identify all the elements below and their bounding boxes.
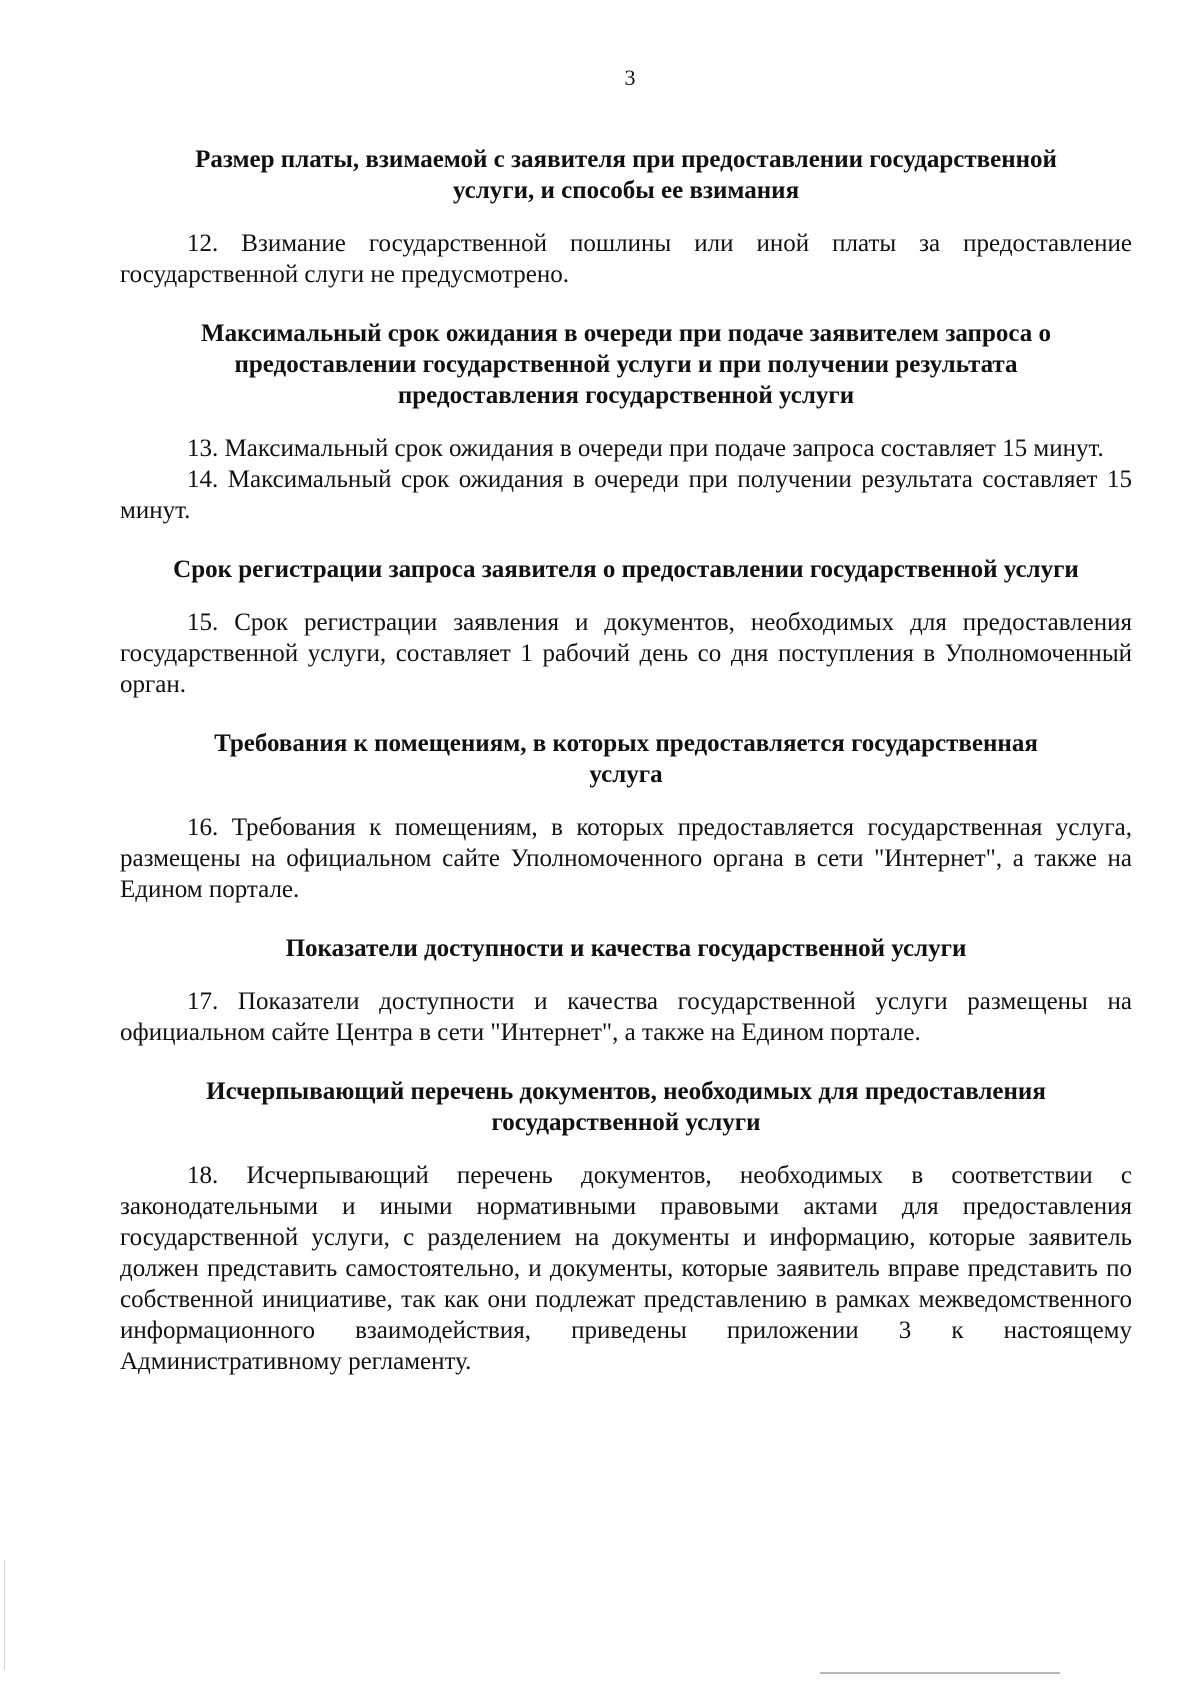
paragraph: 18. Исчерпывающий перечень документов, необходимых в соответствии с законодательными и иными нормативными правовыми актами для предоставления государственной услуги, с разделением на документы и информацию, которые заявитель должен представить самостоятельно, и документы, которые заявитель вправе представить по собственной инициативе, так как они подлежат представлению в рамках межведомственного информационного взаимодействия, приведены приложении 3 к настоящему Административному регламенту. <box>120 1162 1132 1375</box>
section-registration-time <box>120 554 1132 700</box>
section-heading: Размер платы, взимаемой с заявителя при предоставлении государственной услуги, и способы ее взимания <box>195 146 1057 204</box>
section-heading: Требования к помещениям, в которых предоставляется государственная услуга <box>214 730 1038 788</box>
paragraph: 14. Максимальный срок ожидания в очереди при получении результата составляет 15 минут. <box>120 466 1132 524</box>
paragraph: 13. Максимальный срок ожидания в очереди при подаче запроса составляет 15 минут. <box>187 435 1104 462</box>
scan-bottom-line <box>820 1672 1060 1674</box>
paragraph: 15. Срок регистрации заявления и документов, необходимых для предоставления государственной услуги, составляет 1 рабочий день со дня поступления в Уполномоченный орган. <box>120 609 1132 698</box>
page-number: 3 <box>624 65 636 90</box>
section-heading: Показатели доступности и качества государственной услуги <box>285 935 967 962</box>
section-documents-list <box>120 1076 1132 1377</box>
section-queue-time <box>120 318 1132 526</box>
scan-edge-mark <box>4 1560 5 1670</box>
paragraph: 16. Требования к помещениям, в которых предоставляется государственная услуга, размещены на официальном сайте Уполномоченного органа в сети "Интернет", а также на Едином портале. <box>120 814 1132 903</box>
section-heading: Срок регистрации запроса заявителя о предоставлении государственной услуги <box>173 556 1079 583</box>
document-body <box>120 144 1132 1377</box>
section-heading: Исчерпывающий перечень документов, необходимых для предоставления государственной услуги <box>206 1078 1046 1136</box>
paragraph: 17. Показатели доступности и качества государственной услуги размещены на официальном сайте Центра в сети "Интернет", а также на Едином портале. <box>120 988 1132 1046</box>
section-premises <box>120 728 1132 905</box>
paragraph: 12. Взимание государственной пошлины или иной платы за предоставление государственной слуги не предусмотрено. <box>120 230 1132 288</box>
section-accessibility <box>120 933 1132 1048</box>
section-fee <box>120 144 1132 290</box>
section-heading: Максимальный срок ожидания в очереди при подаче заявителем запроса о предоставлении государственной услуги и при получении результата предоставления государственной услуги <box>200 320 1051 409</box>
